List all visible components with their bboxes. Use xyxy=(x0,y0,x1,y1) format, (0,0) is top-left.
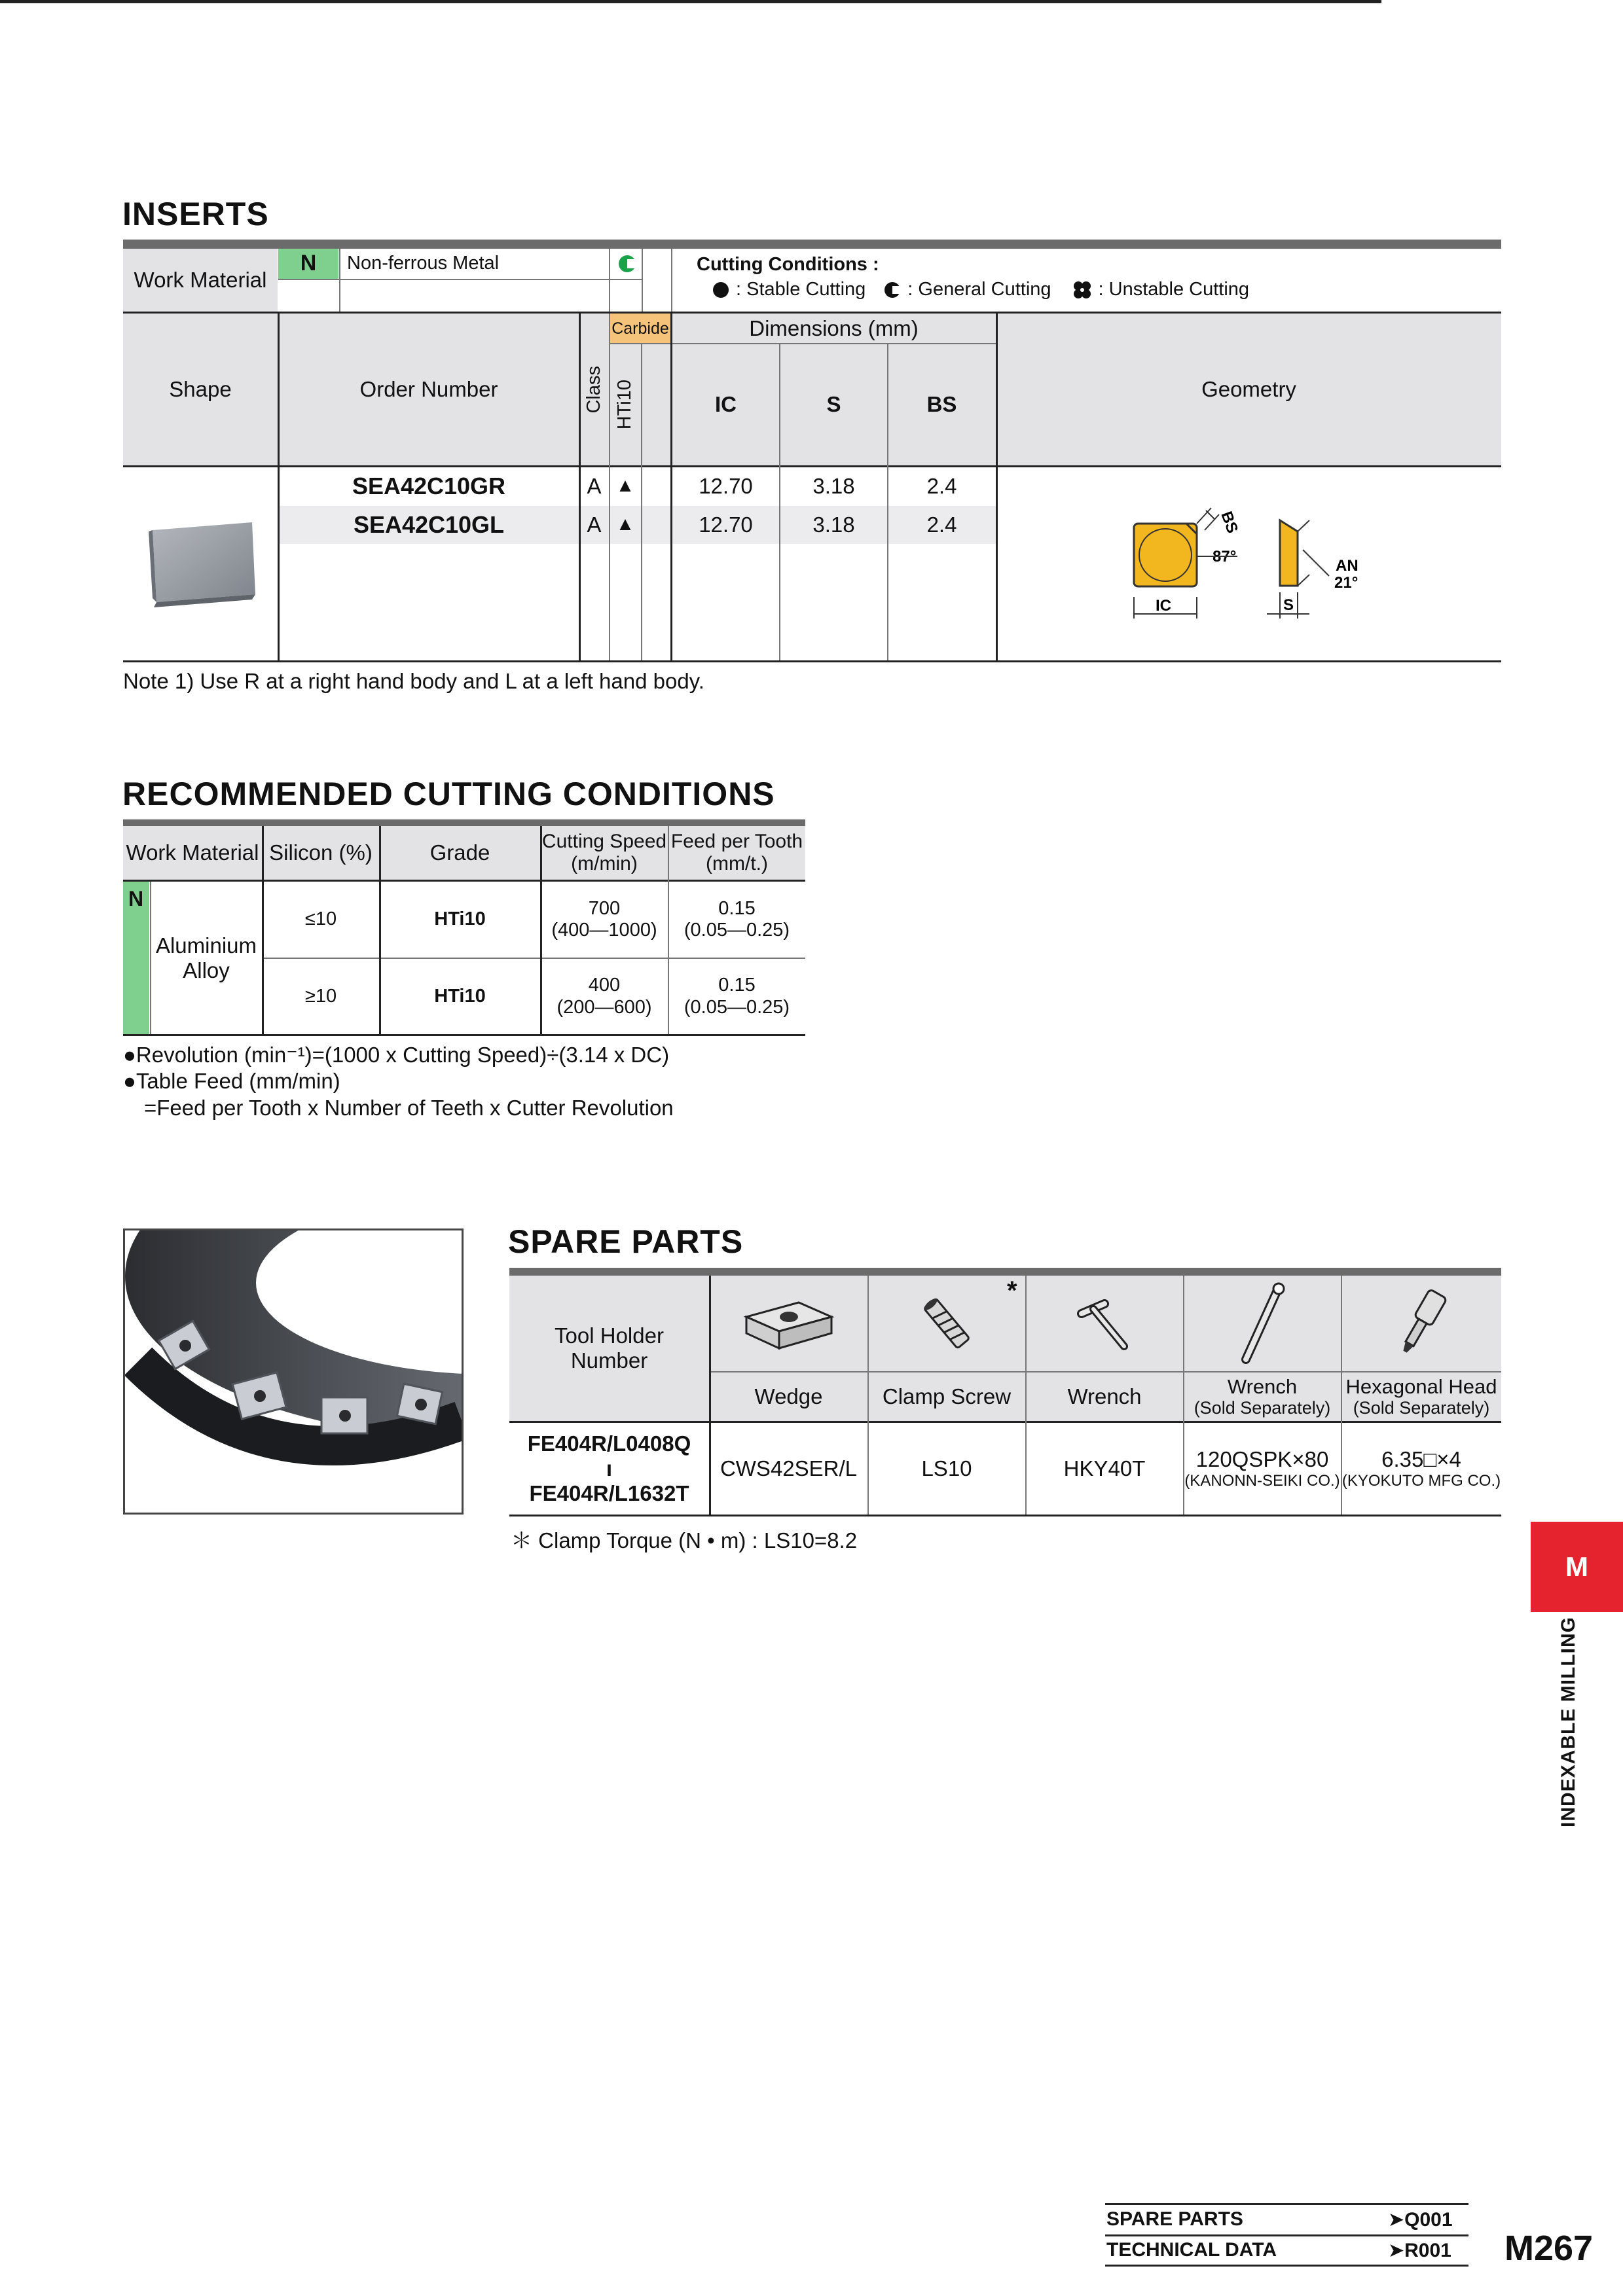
ic-label: IC xyxy=(1156,597,1171,615)
s-cell: 3.18 xyxy=(812,512,855,537)
angle21-label: 21° xyxy=(1334,574,1359,592)
formula-table-feed: ●Table Feed (mm/min) xyxy=(123,1069,340,1093)
bs-label: BS xyxy=(1217,509,1242,536)
material-code: N xyxy=(278,249,338,279)
cc-silicon-cell: ≤10 xyxy=(304,908,337,930)
hex-head-value: 6.35□×4 (KYOKUTO MFG CO.) xyxy=(1341,1447,1501,1490)
general-cutting-icon xyxy=(617,254,637,274)
class-cell: A xyxy=(587,474,602,499)
ic-cell: 12.70 xyxy=(699,512,753,537)
cc-feed-header: Feed per Tooth (mm/t.) xyxy=(670,830,803,874)
dimensions-header: Dimensions (mm) xyxy=(749,316,919,341)
ic-header: IC xyxy=(715,392,737,417)
cutting-conditions-title: Cutting Conditions : xyxy=(697,254,879,275)
torque-wrench-value: 120QSPK×80 (KANONN-SEIKI CO.) xyxy=(1184,1447,1340,1490)
hex-head-col-header: Hexagonal Head (Sold Separately) xyxy=(1345,1374,1497,1418)
top-rule xyxy=(0,0,1381,3)
wedge-col-header: Wedge xyxy=(754,1384,823,1409)
wedge-icon xyxy=(710,1276,867,1371)
cc-silicon-cell: ≥10 xyxy=(304,985,337,1007)
cc-work-material-header: Work Material xyxy=(126,840,259,865)
bs-cell: 2.4 xyxy=(926,512,957,537)
wrench-icon xyxy=(1026,1276,1183,1371)
cc-material: Aluminium Alloy xyxy=(155,933,257,982)
cc-speed-header: Cutting Speed (m/min) xyxy=(541,830,667,874)
clamp-screw-value: LS10 xyxy=(921,1456,972,1481)
clamp-torque-note: ＊ Clamp Torque (N • m) : LS10=8.2 xyxy=(511,1528,858,1552)
footer-spare-parts[interactable]: SPARE PARTS xyxy=(1106,2208,1243,2230)
spare-title: SPARE PARTS xyxy=(508,1223,744,1260)
material-name: Non-ferrous Metal xyxy=(347,253,500,274)
torque-wrench-col-header: Wrench (Sold Separately) xyxy=(1194,1374,1331,1418)
order-number-header: Order Number xyxy=(359,377,498,402)
spare-top-bar xyxy=(509,1268,1501,1276)
s-cell: 3.18 xyxy=(812,474,855,499)
unstable-cutting-icon xyxy=(1072,280,1092,300)
formula-revolution: ●Revolution (min⁻¹)=(1000 x Cutting Speed)÷(3.14 x DC) xyxy=(123,1043,670,1067)
class-cell: A xyxy=(587,512,602,537)
s-label: S xyxy=(1283,596,1294,614)
footer-spare-ref[interactable]: ➤Q001 xyxy=(1388,2209,1453,2231)
inserts-note: Note 1) Use R at a right hand body and L at a left hand body. xyxy=(123,669,704,693)
an-label: AN xyxy=(1336,557,1359,575)
asterisk-mark: * xyxy=(1007,1276,1017,1305)
wrench-value: HKY40T xyxy=(1063,1456,1146,1481)
cc-material-code: N xyxy=(128,887,144,910)
geometry-diagram xyxy=(1113,484,1401,635)
cc-speed-cell: 700 (400—1000) xyxy=(551,897,657,941)
work-material-label: Work Material xyxy=(123,249,278,312)
geometry-header: Geometry xyxy=(1201,377,1296,402)
s-header: S xyxy=(826,392,841,417)
page-number: M267 xyxy=(1504,2229,1594,2268)
cutting-legend: : Stable Cutting : General Cutting : Unstable Cutting xyxy=(712,279,1249,300)
bs-cell: 2.4 xyxy=(926,474,957,499)
angle87-label: 87° xyxy=(1213,548,1237,565)
cc-feed-cell: 0.15 (0.05—0.25) xyxy=(684,897,790,941)
footer-technical-ref[interactable]: ➤R001 xyxy=(1388,2240,1451,2261)
wedge-value: CWS42SER/L xyxy=(720,1456,858,1481)
side-tab-label: INDEXABLE MILLING xyxy=(1558,1617,1579,1827)
side-tab-m: M xyxy=(1531,1522,1623,1612)
cc-grade-cell: HTi10 xyxy=(434,908,486,930)
wrench-col-header: Wrench xyxy=(1067,1384,1142,1409)
conditions-title: RECOMMENDED CUTTING CONDITIONS xyxy=(122,776,775,812)
cutter-body-photo xyxy=(123,1229,464,1515)
cc-silicon-header: Silicon (%) xyxy=(269,840,373,865)
footer-technical-data[interactable]: TECHNICAL DATA xyxy=(1106,2239,1277,2261)
torque-wrench-icon xyxy=(1184,1276,1341,1371)
bs-header: BS xyxy=(926,392,957,417)
cc-grade-header: Grade xyxy=(429,840,490,865)
clamp-screw-icon xyxy=(868,1276,1025,1371)
stock-cell: ▲ xyxy=(615,475,635,497)
shape-header: Shape xyxy=(169,377,232,402)
insert-image xyxy=(147,517,259,609)
general-cutting-legend-icon xyxy=(884,281,901,298)
hexagonal-head-icon xyxy=(1341,1276,1501,1371)
grade-header: HTi10 xyxy=(614,379,636,430)
formula-feed-detail: =Feed per Tooth x Number of Teeth x Cutter Revolution xyxy=(144,1096,674,1120)
stock-cell: ▲ xyxy=(615,514,635,535)
carbide-header: Carbide xyxy=(610,314,671,344)
tool-holder-range: FE404R/L0408Q ı FE404R/L1632T xyxy=(527,1431,691,1505)
cc-grade-cell: HTi10 xyxy=(434,985,486,1007)
stable-cutting-icon xyxy=(712,281,729,298)
clamp-screw-col-header: Clamp Screw xyxy=(882,1384,1012,1409)
conditions-top-bar xyxy=(123,819,805,826)
inserts-title: INSERTS xyxy=(122,196,269,232)
tool-holder-header: Tool Holder Number xyxy=(555,1323,664,1372)
ic-cell: 12.70 xyxy=(699,474,753,499)
table-row: SEA42C10GL xyxy=(353,511,505,539)
cc-speed-cell: 400 (200—600) xyxy=(556,975,652,1018)
table-row: SEA42C10GR xyxy=(352,473,506,500)
inserts-top-bar xyxy=(123,240,1501,249)
cc-feed-cell: 0.15 (0.05—0.25) xyxy=(684,975,790,1018)
class-header: Class xyxy=(583,365,604,414)
